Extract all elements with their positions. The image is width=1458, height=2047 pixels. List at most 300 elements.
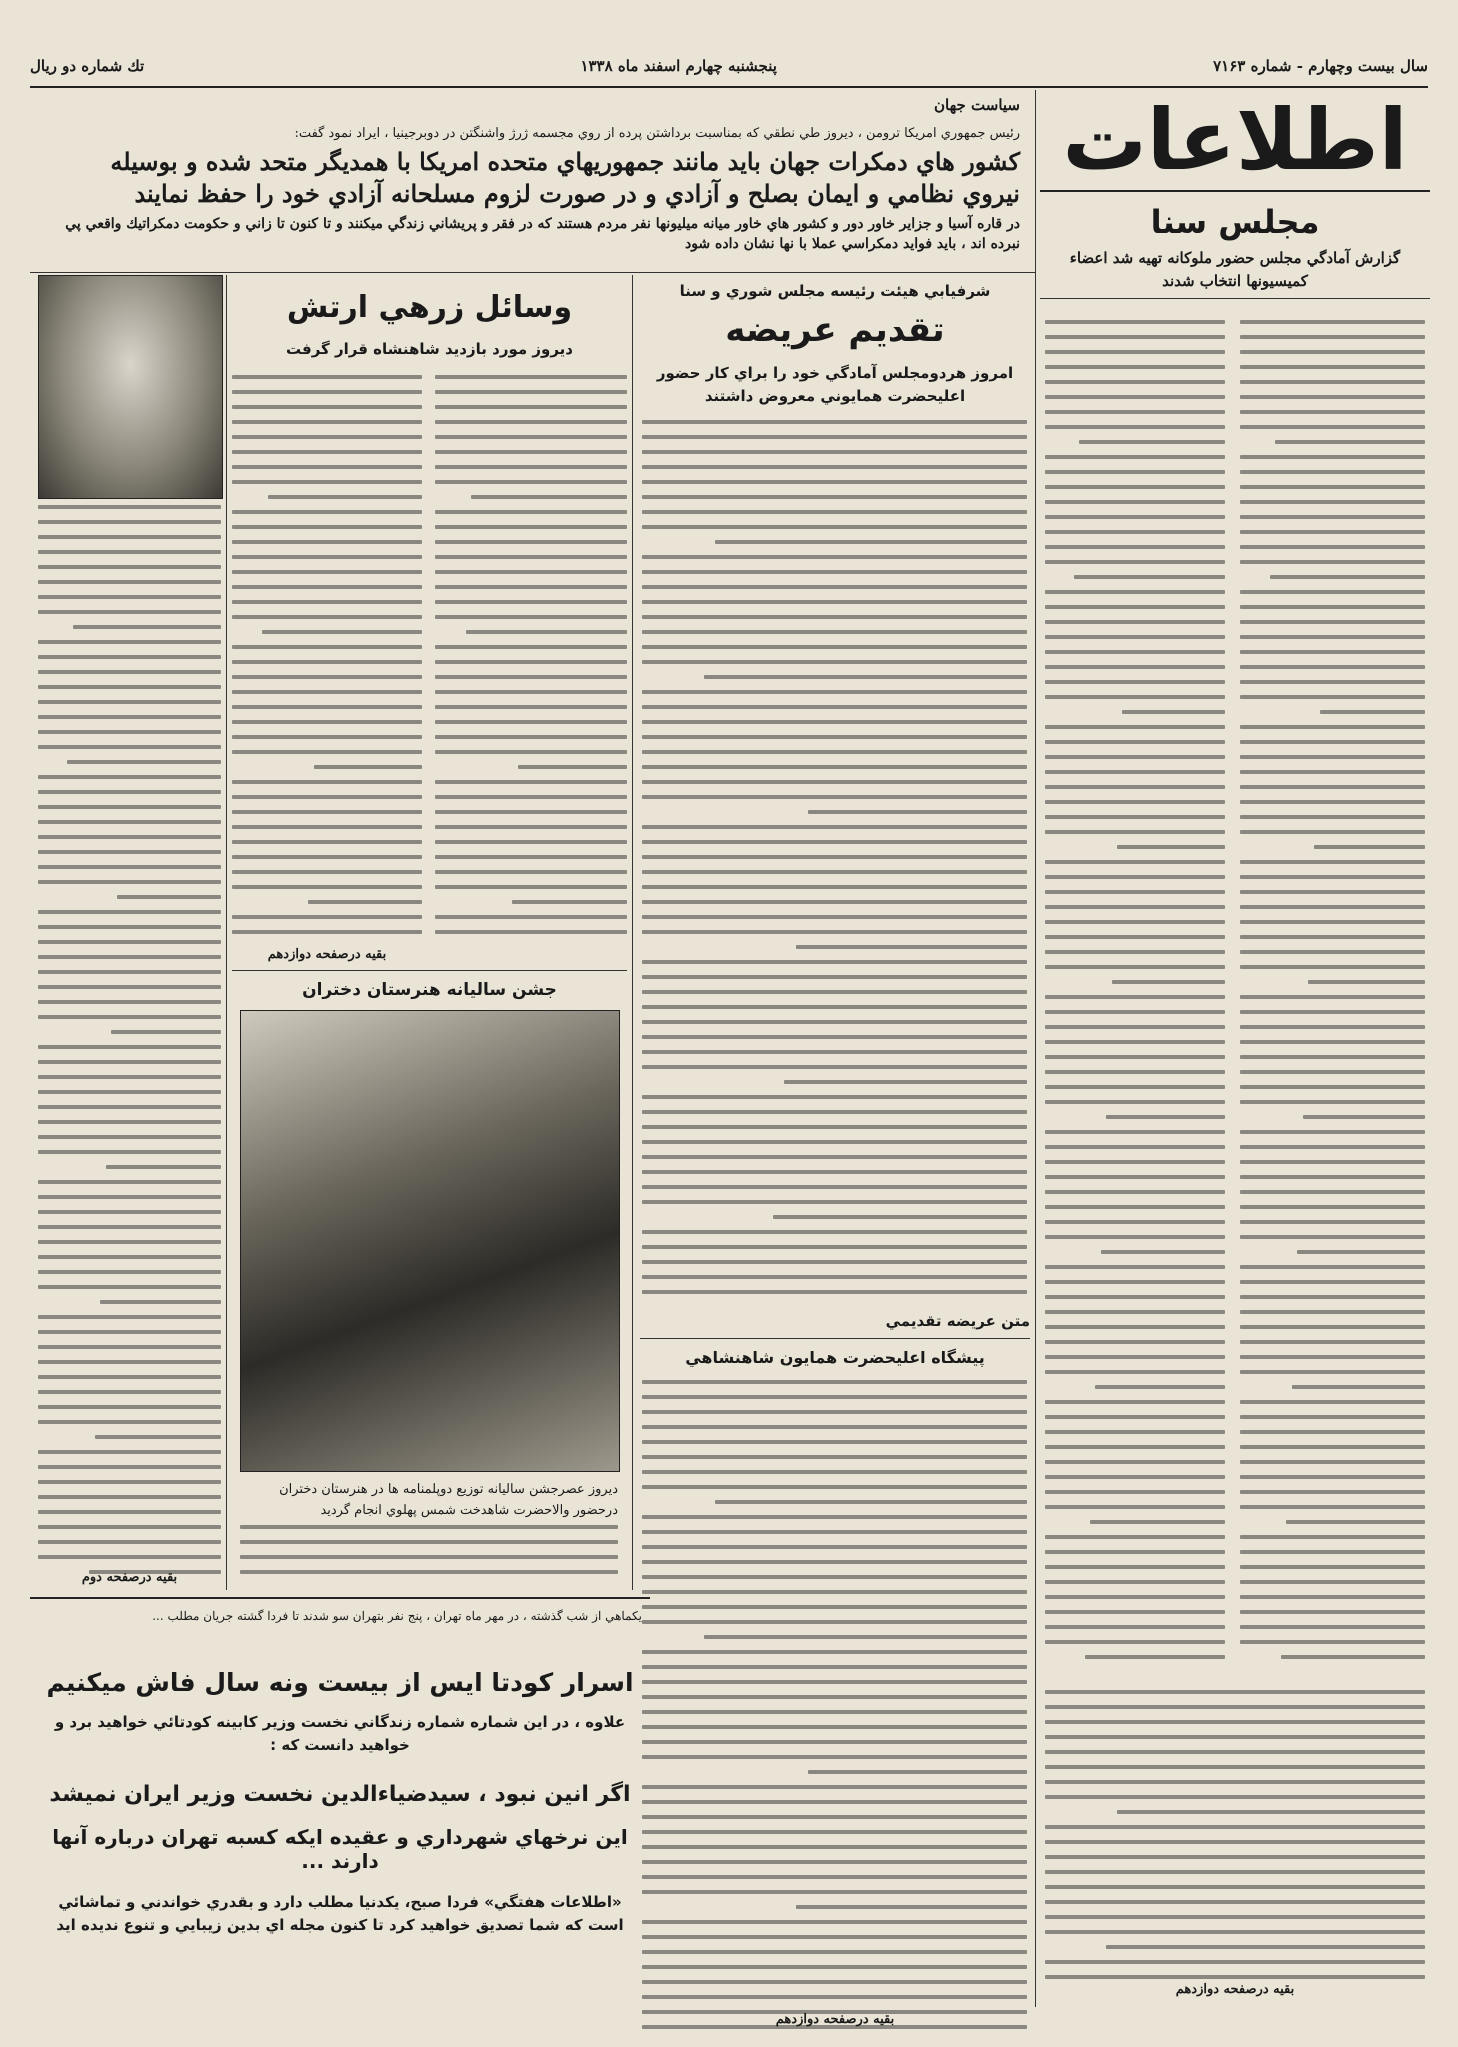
text-line — [1045, 1295, 1225, 1299]
text-line — [1045, 1780, 1425, 1784]
text-line — [240, 1570, 618, 1574]
text-line — [1240, 635, 1425, 639]
text-line — [232, 570, 422, 574]
text-line — [1281, 1655, 1425, 1659]
text-line — [232, 615, 422, 619]
text-line — [38, 1285, 221, 1289]
text-line — [1045, 965, 1225, 969]
senate-message-text — [642, 1380, 1027, 2040]
text-line — [642, 1980, 1027, 1984]
text-line — [1045, 590, 1225, 594]
text-line — [1240, 1175, 1425, 1179]
text-line — [38, 1210, 221, 1214]
text-line — [1240, 605, 1425, 609]
truman-photo — [38, 275, 223, 499]
text-line — [38, 1060, 221, 1064]
text-line — [435, 510, 627, 514]
text-line — [435, 870, 627, 874]
text-line — [1286, 1520, 1425, 1524]
text-line — [1240, 1640, 1425, 1644]
text-line — [642, 420, 1027, 424]
text-line — [1240, 1625, 1425, 1629]
text-line — [1045, 1145, 1225, 1149]
senate-deck: امروز هردومجلس آمادگي خود را براي كار حضور اعليحضرت همايوني معروض داشتند — [656, 364, 1014, 405]
text-line — [1045, 380, 1225, 384]
text-line — [1240, 995, 1425, 999]
text-line — [642, 780, 1027, 784]
text-line — [38, 1525, 221, 1529]
promo-line-3: اگر انين نبود ، سيدضياءالدين نخست وزير ايران نميشد — [49, 1782, 631, 1808]
text-line — [1045, 1010, 1225, 1014]
text-line — [642, 1185, 1027, 1189]
text-line — [642, 1845, 1027, 1849]
text-line — [1240, 1310, 1425, 1314]
text-line — [38, 715, 221, 719]
text-line — [232, 720, 422, 724]
senate-headline: تقديم عريضه — [725, 310, 945, 350]
text-line — [1240, 530, 1425, 534]
text-line — [232, 375, 422, 379]
column-divider — [1035, 90, 1036, 2007]
column-divider — [632, 275, 633, 1590]
senate-lead: گزارش آمادگي مجلس حضور ملوكانه تهيه شد اعضاء كميسيونها انتخاب شدند — [1069, 249, 1401, 290]
text-line — [1045, 1055, 1225, 1059]
text-line — [1240, 665, 1425, 669]
text-line — [232, 885, 422, 889]
text-line — [642, 1890, 1027, 1894]
text-line — [1045, 1460, 1225, 1464]
divider — [640, 1338, 1030, 1339]
text-line — [642, 855, 1027, 859]
text-line — [1045, 1325, 1225, 1329]
text-line — [1045, 410, 1225, 414]
text-line — [117, 895, 221, 899]
text-line — [1045, 1445, 1225, 1449]
text-line — [232, 465, 422, 469]
text-line — [1240, 890, 1425, 894]
text-line — [435, 720, 627, 724]
text-line — [232, 390, 422, 394]
text-line — [38, 1045, 221, 1049]
text-line — [1045, 455, 1225, 459]
text-line — [38, 1105, 221, 1109]
text-line — [642, 1920, 1027, 1924]
text-line — [1045, 755, 1225, 759]
text-line — [1045, 1840, 1425, 1844]
banner-divider — [30, 272, 1035, 273]
promo-line-2: علاوه ، در اين شماره شماره زندگاني نخست وزير كابينه كودتائي خواهيد برد و خواهيد دانست كه : — [54, 1713, 626, 1754]
text-line — [1240, 1010, 1425, 1014]
text-line — [642, 570, 1027, 574]
text-line — [1240, 1610, 1425, 1614]
text-line — [38, 850, 221, 854]
text-line — [38, 1180, 221, 1184]
text-line — [1045, 1535, 1225, 1539]
text-line — [38, 1120, 221, 1124]
text-line — [1045, 1415, 1225, 1419]
text-line — [642, 1545, 1027, 1549]
text-line — [1240, 1055, 1425, 1059]
text-line — [1240, 1505, 1425, 1509]
text-line — [1045, 770, 1225, 774]
text-line — [232, 420, 422, 424]
text-line — [232, 810, 422, 814]
text-line — [1240, 1445, 1425, 1449]
text-line — [435, 555, 627, 559]
text-line — [1101, 1250, 1225, 1254]
text-line — [1297, 1250, 1425, 1254]
text-line — [38, 820, 221, 824]
text-line — [1240, 335, 1425, 339]
text-line — [435, 840, 627, 844]
text-line — [1112, 980, 1225, 984]
text-line — [1045, 530, 1225, 534]
text-line — [1045, 1975, 1425, 1979]
left-continued: بقيه درصفحه دوم — [81, 1570, 178, 1585]
divider — [232, 970, 627, 971]
right-column-text-b — [1240, 320, 1425, 1670]
text-line — [1240, 1595, 1425, 1599]
masthead-title: اطلاعات — [1062, 91, 1408, 189]
text-line — [1240, 770, 1425, 774]
text-line — [38, 595, 221, 599]
text-line — [38, 925, 221, 929]
text-line — [435, 540, 627, 544]
text-line — [642, 705, 1027, 709]
text-line — [38, 1405, 221, 1409]
text-line — [642, 1815, 1027, 1819]
text-line — [642, 435, 1027, 439]
text-line — [642, 1110, 1027, 1114]
text-line — [1240, 485, 1425, 489]
text-line — [38, 790, 221, 794]
text-line — [642, 690, 1027, 694]
text-line — [1240, 1430, 1425, 1434]
text-line — [38, 1330, 221, 1334]
text-line — [1045, 1130, 1225, 1134]
text-line — [1106, 1115, 1225, 1119]
text-line — [704, 675, 1027, 679]
text-line — [642, 1995, 1027, 1999]
text-line — [38, 910, 221, 914]
text-line — [1240, 1280, 1425, 1284]
text-line — [1240, 560, 1425, 564]
text-line — [106, 1165, 221, 1169]
text-line — [1045, 1430, 1225, 1434]
text-line — [38, 1315, 221, 1319]
text-line — [642, 450, 1027, 454]
text-line — [435, 810, 627, 814]
text-line — [1240, 500, 1425, 504]
text-line — [1045, 1930, 1425, 1934]
text-line — [38, 1150, 221, 1154]
text-line — [642, 1020, 1027, 1024]
text-line — [1106, 1945, 1425, 1949]
text-line — [232, 645, 422, 649]
text-line — [1045, 485, 1225, 489]
banner-headline-1: كشور هاي دمكرات جهان بايد مانند جمهوريهاي متحده امريكا با همديگر متحد شده و بوسيله — [110, 147, 1020, 176]
text-line — [38, 565, 221, 569]
army-headline: وسائل زرهي ارتش — [286, 290, 573, 325]
text-line — [1045, 695, 1225, 699]
text-line — [232, 660, 422, 664]
text-line — [1240, 410, 1425, 414]
text-line — [240, 1540, 618, 1544]
text-line — [232, 735, 422, 739]
text-line — [642, 1755, 1027, 1759]
text-line — [435, 885, 627, 889]
text-line — [471, 495, 627, 499]
world-politics-label: سياست جهان — [934, 96, 1020, 114]
text-line — [642, 1830, 1027, 1834]
text-line — [642, 885, 1027, 889]
text-line — [642, 1260, 1027, 1264]
text-line — [435, 780, 627, 784]
text-line — [642, 1410, 1027, 1414]
text-line — [642, 600, 1027, 604]
text-line — [38, 1000, 221, 1004]
text-line — [1314, 845, 1425, 849]
text-line — [642, 960, 1027, 964]
text-line — [232, 930, 422, 934]
text-line — [435, 615, 627, 619]
text-line — [240, 1555, 618, 1559]
text-line — [1045, 875, 1225, 879]
text-line — [435, 825, 627, 829]
text-line — [38, 940, 221, 944]
text-line — [1117, 1810, 1425, 1814]
text-line — [435, 750, 627, 754]
right-column-text-c — [1045, 1690, 1425, 2000]
text-line — [808, 810, 1027, 814]
text-line — [1240, 1265, 1425, 1269]
text-line — [1045, 395, 1225, 399]
banner-deck: در قاره آسيا و جزاير خاور دور و كشور هاي خاور ميانه ميليونها نفر مردم هستند كه در فقر و پريشاني زندگي ميكنند و تا كنون تا زاني و حكومت دمكراتيك واقعي پي نبرده اند ، بايد فوايد دمكراسي عملا با نها نشان داده شود — [65, 216, 1020, 252]
text-line — [38, 610, 221, 614]
text-line — [232, 555, 422, 559]
text-line — [518, 765, 627, 769]
left-column-text — [38, 505, 221, 1590]
text-line — [773, 1215, 1027, 1219]
text-line — [435, 915, 627, 919]
text-line — [1303, 1115, 1425, 1119]
girls-school-photo — [240, 1010, 620, 1472]
text-line — [642, 1005, 1027, 1009]
text-line — [67, 760, 221, 764]
text-line — [1045, 665, 1225, 669]
text-line — [435, 660, 627, 664]
text-line — [1045, 1915, 1425, 1919]
text-line — [435, 675, 627, 679]
text-line — [1240, 1130, 1425, 1134]
text-line — [1240, 740, 1425, 744]
text-line — [1045, 1490, 1225, 1494]
text-line — [38, 1375, 221, 1379]
text-line — [1240, 965, 1425, 969]
text-line — [642, 1800, 1027, 1804]
text-line — [642, 495, 1027, 499]
text-line — [642, 1245, 1027, 1249]
text-line — [232, 855, 422, 859]
promo-intro: يكماهي از شب گذشته ، در مهر ماه تهران ، پنج نفر بتهران سو شدند تا فردا گشته جريان مطلب ... — [152, 1609, 642, 1623]
text-line — [1045, 605, 1225, 609]
text-line — [308, 900, 422, 904]
text-line — [1045, 635, 1225, 639]
text-line — [435, 525, 627, 529]
text-line — [435, 600, 627, 604]
text-line — [1045, 1900, 1425, 1904]
text-line — [38, 505, 221, 509]
senate-message-title: پيشگاه اعليحضرت همايون شاهنشاهي — [685, 1348, 985, 1367]
text-line — [435, 930, 627, 934]
senate-text — [642, 420, 1027, 1310]
text-line — [1045, 650, 1225, 654]
text-line — [642, 1605, 1027, 1609]
text-line — [1045, 425, 1225, 429]
text-line — [1240, 650, 1425, 654]
text-line — [1045, 335, 1225, 339]
text-line — [1045, 995, 1225, 999]
text-line — [1308, 980, 1425, 984]
text-line — [38, 1495, 221, 1499]
text-line — [642, 735, 1027, 739]
text-line — [1074, 575, 1225, 579]
text-line — [1045, 890, 1225, 894]
text-line — [1045, 1160, 1225, 1164]
text-line — [1240, 425, 1425, 429]
text-line — [1240, 320, 1425, 324]
text-line — [1090, 1520, 1225, 1524]
text-line — [435, 795, 627, 799]
text-line — [38, 550, 221, 554]
text-line — [232, 435, 422, 439]
text-line — [435, 645, 627, 649]
right-column-text-a — [1045, 320, 1225, 1670]
text-line — [1240, 1145, 1425, 1149]
text-line — [642, 975, 1027, 979]
text-line — [232, 840, 422, 844]
text-line — [1240, 1355, 1425, 1359]
text-line — [642, 555, 1027, 559]
text-line — [111, 1030, 221, 1034]
text-line — [232, 585, 422, 589]
text-line — [642, 1170, 1027, 1174]
issue-info-bar — [30, 46, 1428, 88]
text-line — [1045, 1735, 1425, 1739]
text-line — [232, 540, 422, 544]
column-divider — [226, 275, 227, 1590]
text-line — [642, 1785, 1027, 1789]
text-line — [1122, 710, 1225, 714]
text-line — [642, 525, 1027, 529]
text-line — [1240, 1460, 1425, 1464]
text-line — [1045, 1505, 1225, 1509]
text-line — [1240, 680, 1425, 684]
text-line — [1240, 905, 1425, 909]
text-line — [1045, 1175, 1225, 1179]
text-line — [642, 1590, 1027, 1594]
text-line — [1240, 1565, 1425, 1569]
text-line — [1240, 620, 1425, 624]
text-line — [1240, 830, 1425, 834]
text-line — [642, 750, 1027, 754]
text-line — [1045, 1265, 1225, 1269]
text-line — [1240, 1325, 1425, 1329]
text-line — [1045, 470, 1225, 474]
text-line — [796, 945, 1027, 949]
text-line — [1045, 860, 1225, 864]
text-line — [232, 915, 422, 919]
text-line — [1045, 1885, 1425, 1889]
senate-continued: بقيه درصفحه دوازدهم — [775, 2012, 895, 2027]
text-line — [642, 1560, 1027, 1564]
text-line — [38, 775, 221, 779]
promo-line-5: «اطلاعات هفتگي» فردا صبح، يكدنيا مطلب دارد و بقدري خواندني و تماشائي است كه شما تصديق خواهيد كرد تا كنون مجله اي بدين زيبايي و تنوع نديده ايد — [56, 1893, 624, 1935]
text-line — [38, 880, 221, 884]
text-line — [642, 1710, 1027, 1714]
text-line — [1045, 1190, 1225, 1194]
issue-number: سال بيست وچهارم - شماره ۷۱۶۳ — [1213, 57, 1428, 75]
text-line — [1240, 920, 1425, 924]
text-line — [1240, 1550, 1425, 1554]
text-line — [1240, 695, 1425, 699]
text-line — [1240, 1535, 1425, 1539]
issue-date: پنجشنبه چهارم اسفند ماه ۱۳۳۸ — [580, 57, 777, 75]
text-line — [38, 1420, 221, 1424]
text-line — [1045, 1610, 1225, 1614]
text-line — [1240, 875, 1425, 879]
text-line — [38, 1135, 221, 1139]
senate-section-title: مجلس سنا — [1150, 203, 1320, 241]
text-line — [1240, 1295, 1425, 1299]
text-line — [232, 870, 422, 874]
text-line — [38, 535, 221, 539]
text-line — [642, 645, 1027, 649]
text-line — [642, 1200, 1027, 1204]
text-line — [232, 450, 422, 454]
text-line — [642, 1725, 1027, 1729]
promo-line-4: اين نرخهاي شهرداري و عقيده ايكه كسبه تهران درباره آنها دارند ... — [52, 1825, 628, 1874]
text-line — [1240, 860, 1425, 864]
text-line — [715, 1500, 1027, 1504]
text-line — [642, 1950, 1027, 1954]
text-line — [642, 1050, 1027, 1054]
text-line — [95, 1435, 221, 1439]
text-line — [38, 1555, 221, 1559]
senate-kicker: شرفيابي هيئت رئيسه مجلس شوري و سنا — [679, 282, 991, 300]
text-line — [38, 685, 221, 689]
text-line — [232, 510, 422, 514]
text-line — [642, 1230, 1027, 1234]
text-line — [642, 1290, 1027, 1294]
text-line — [1045, 740, 1225, 744]
text-line — [38, 1540, 221, 1544]
text-line — [240, 1525, 618, 1529]
text-line — [38, 955, 221, 959]
text-line — [435, 435, 627, 439]
text-line — [1045, 800, 1225, 804]
text-line — [38, 1240, 221, 1244]
banner-headline-2: نيروي نظامي و ايمان بصلح و آزادي و در صورت لزوم مسلحانه آزادي خود را حفظ نمايند — [134, 179, 1020, 208]
text-line — [38, 700, 221, 704]
text-line — [1045, 1310, 1225, 1314]
text-line — [1045, 1280, 1225, 1284]
text-line — [1240, 1415, 1425, 1419]
issue-price: تك شماره دو ريال — [30, 57, 145, 75]
text-line — [642, 1695, 1027, 1699]
text-line — [808, 1770, 1027, 1774]
text-line — [642, 1575, 1027, 1579]
